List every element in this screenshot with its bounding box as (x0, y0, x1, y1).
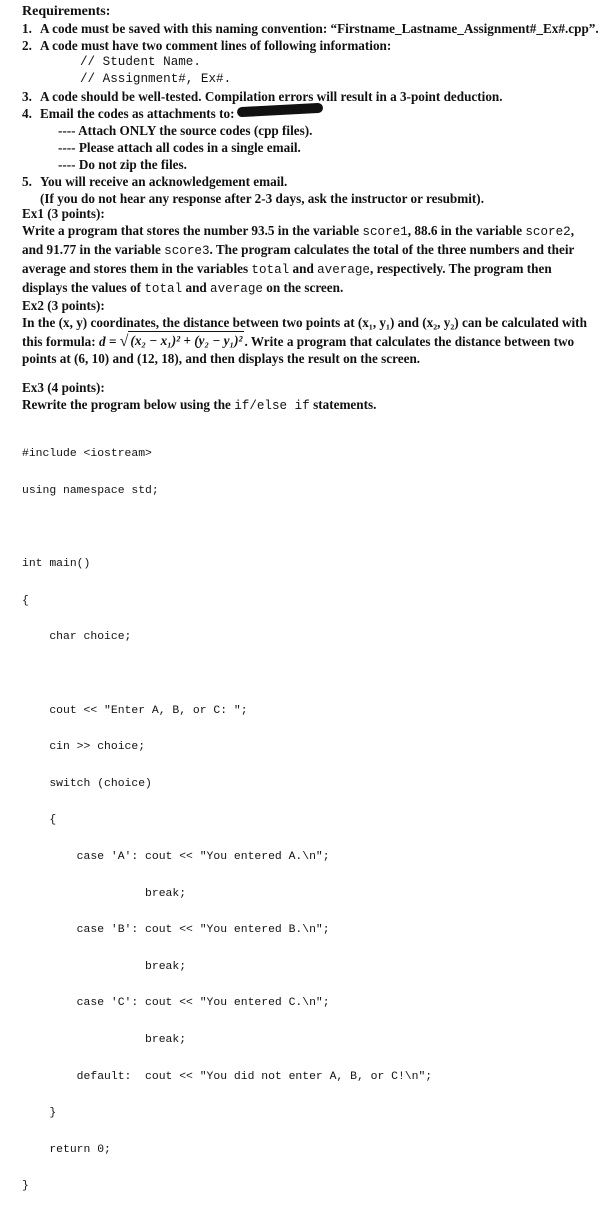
code-line: break; (22, 887, 187, 900)
distance-formula: d = √ (x₂ − x₁)² + (y₂ − y₁)² (98, 333, 243, 350)
code-line: } (22, 1180, 29, 1193)
requirement-number: 1. (22, 21, 32, 36)
exercise-3 (22, 380, 597, 415)
code-line (22, 522, 432, 534)
exercise-2 (22, 298, 597, 367)
code-line: } (22, 1107, 57, 1120)
requirement-item (22, 20, 607, 37)
requirement-text: A code must be saved with this naming convention: “Firstname_Lastname_Assignment#_Ex#.cpp”. (40, 21, 599, 36)
code-line (22, 668, 432, 680)
email-instruction: ---- Attach ONLY the source codes (cpp files). (58, 123, 313, 138)
code-line: int main() (22, 558, 91, 571)
exercise-2-heading: Ex2 (3 points): (22, 298, 105, 313)
exercise-1-heading: Ex1 (3 points): (22, 206, 105, 221)
code-listing (22, 424, 432, 1217)
code-line: cout << "Enter A, B, or C: "; (22, 704, 248, 717)
exercise-1 (22, 206, 597, 298)
requirement-text: Email the codes as attachments to: (40, 106, 235, 121)
comment-line-2: // Assignment#, Ex#. (80, 72, 232, 86)
exercise-2-text: In the (x, y) coordinates, the distance between two points at (x₁, y₁) and (x₂, y₂) can be calculated with this formula: d = √ (x₂ − x₁)² + (y₂ − y₁)² . Write a program that calculates the distance between two points at (6, 10) and (12, 18), and then displays the result on the screen. (22, 315, 587, 366)
requirement-item (22, 105, 607, 122)
requirements-title: Requirements: (22, 4, 111, 19)
requirement-text: You will receive an acknowledgement email. (40, 174, 288, 189)
code-line: using namespace std; (22, 485, 159, 497)
code-line: switch (choice) (22, 777, 152, 790)
exercise-3-heading: Ex3 (4 points): (22, 380, 105, 395)
comment-line-1: // Student Name. (80, 55, 201, 69)
code-line: #include <iostream> (22, 448, 152, 461)
requirement-text: A code must have two comment lines of following information: (40, 38, 392, 53)
requirement-item (22, 37, 607, 54)
code-line: char choice; (22, 631, 132, 644)
code-line: default: cout << "You did not enter A, B, or C!\n"; (22, 1070, 433, 1083)
requirement-number: 2. (22, 38, 32, 53)
exercise-3-text: Rewrite the program below using the if/else if statements. (22, 397, 377, 413)
formula-radicand: (x₂ − x₁)² + (y₂ − y₁)² (130, 333, 243, 348)
code-line: return 0; (22, 1143, 111, 1156)
code-line: break; (22, 1033, 187, 1046)
exercise-1-text: Write a program that stores the number 93.5 in the variable score1, 88.6 in the variable score2, and 91.77 in the variable score3. The program calculates the total of the three numbers and their average and stores them in the variables total and average, respectively. The program then displays the values of total and average on the screen. (22, 223, 575, 296)
code-line: break; (22, 960, 187, 973)
requirement-item (22, 173, 607, 190)
email-instruction: ---- Do not zip the files. (58, 157, 187, 172)
requirement-text: A code should be well-tested. Compilation errors will result in a 3-point deduction. (40, 89, 503, 104)
requirement-note: (If you do not hear any response after 2-3 days, ask the instructor or resubmit). (40, 191, 484, 206)
email-instruction: ---- Please attach all codes in a single email. (58, 140, 301, 155)
requirement-number: 5. (22, 174, 32, 189)
code-line: case 'C': cout << "You entered C.\n"; (22, 997, 330, 1010)
code-line: case 'B': cout << "You entered B.\n"; (22, 924, 330, 937)
requirements-list (22, 20, 607, 207)
code-line: cin >> choice; (22, 741, 146, 754)
code-line: case 'A': cout << "You entered A.\n"; (22, 850, 330, 863)
requirement-number: 3. (22, 89, 32, 104)
requirement-number: 4. (22, 106, 32, 121)
code-line: { (22, 594, 29, 607)
code-line: { (22, 814, 57, 827)
sqrt-icon: √ (119, 333, 129, 350)
